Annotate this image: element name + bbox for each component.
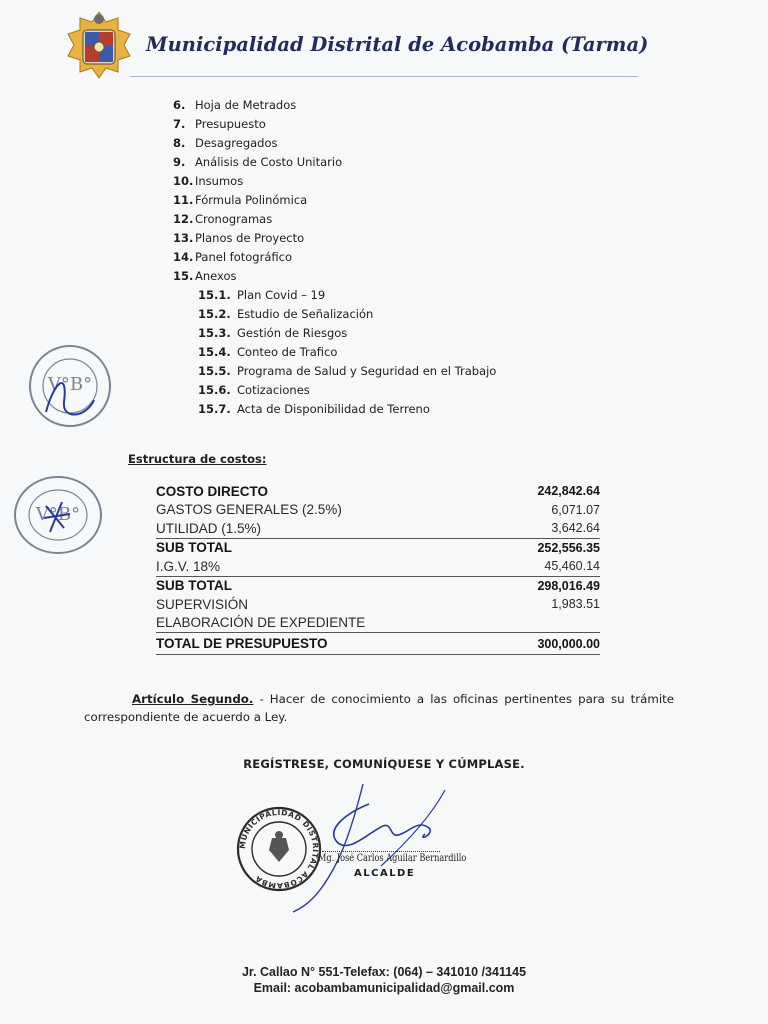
- list-item-text: Panel fotográfico: [195, 250, 292, 264]
- signature-icon: [285, 776, 475, 914]
- sub-list-item: [173, 286, 653, 305]
- list-item-text: Fórmula Polinómica: [195, 193, 308, 207]
- sub-list-item-number: 15.5.: [198, 364, 231, 378]
- cost-label: I.G.V. 18%: [156, 558, 221, 574]
- list-item: [173, 134, 653, 153]
- sub-list-item-number: 15.2.: [198, 307, 231, 321]
- sub-list-item-text: Acta de Disponibilidad de Terreno: [237, 402, 430, 416]
- table-row: [156, 633, 600, 655]
- cost-label: UTILIDAD (1.5%): [156, 520, 262, 536]
- sub-list-item-number: 15.6.: [198, 383, 231, 397]
- seal-text: MUNICIPALIDAD DISTRITAL ACOBAMBA: [237, 807, 321, 891]
- sub-list-item: [173, 362, 653, 381]
- list-item-text: Insumos: [195, 174, 244, 188]
- cost-table: [156, 482, 600, 655]
- list-item: [173, 248, 653, 267]
- cost-amount: 242,842.64: [537, 484, 600, 499]
- sub-list-item-number: 15.7.: [198, 402, 231, 416]
- list-item-text: Anexos: [195, 269, 237, 283]
- list-item-text: Hoja de Metrados: [195, 98, 297, 112]
- list-item-number: 14.: [173, 250, 194, 264]
- table-row: [156, 595, 600, 614]
- article-label: Artículo Segundo.: [132, 692, 254, 706]
- svg-text:V°B°: V°B°: [47, 374, 93, 395]
- closing-statement: REGÍSTRESE, COMUNÍQUESE Y CÚMPLASE.: [243, 757, 525, 771]
- sub-list-item-number: 15.3.: [198, 326, 231, 340]
- sub-list-item-text: Cotizaciones: [237, 383, 310, 397]
- table-row: [156, 538, 600, 557]
- list-item-text: Presupuesto: [195, 117, 266, 131]
- list-item-text: Cronogramas: [195, 212, 273, 226]
- page-footer: [0, 964, 768, 996]
- list-item-number: 13.: [173, 231, 194, 245]
- cost-amount: 300,000.00: [498, 633, 600, 655]
- sub-list-item-number: 15.1.: [198, 288, 231, 302]
- cost-label: SUB TOTAL: [156, 576, 498, 595]
- cost-label: ELABORACIÓN DE EXPEDIENTE: [156, 615, 366, 631]
- cost-amount: [498, 614, 600, 633]
- footer-address: Jr. Callao N° 551-Telefax: (064) – 341010 /341145: [241, 965, 527, 979]
- header-divider: [130, 76, 638, 77]
- list-item-number: 12.: [173, 212, 194, 226]
- table-row: [156, 501, 600, 520]
- cost-amount: 298,016.49: [498, 576, 600, 595]
- table-row: [156, 576, 600, 595]
- cost-label: SUPERVISIÓN: [156, 596, 249, 612]
- signer-name: Mg. José Carlos Aguilar Bernardillo: [318, 853, 467, 864]
- municipal-crest-icon: [62, 8, 136, 82]
- list-item-number: 11.: [173, 193, 194, 207]
- vb-seal-icon: [24, 342, 116, 436]
- sub-list-item: [173, 381, 653, 400]
- table-row: [156, 519, 600, 538]
- list-item: [173, 210, 653, 229]
- list-item: [173, 267, 653, 286]
- article-paragraph: [84, 690, 674, 726]
- sub-list-item-number: 15.4.: [198, 345, 231, 359]
- sub-list-item: [173, 343, 653, 362]
- table-row: [156, 557, 600, 576]
- svg-text:V°B°: V°B°: [35, 504, 81, 525]
- list-item: [173, 172, 653, 191]
- sub-list-item-text: Estudio de Señalización: [237, 307, 374, 321]
- sub-list-item-text: Programa de Salud y Seguridad en el Trabajo: [237, 364, 497, 378]
- sub-list-item-text: Plan Covid – 19: [237, 288, 326, 302]
- header-title: Municipalidad Distrital de Acobamba (Tarma): [146, 33, 649, 56]
- list-item: [173, 229, 653, 248]
- list-item-number: 8.: [173, 136, 186, 150]
- sub-list-item-text: Gestión de Riesgos: [237, 326, 348, 340]
- list-item-text: Análisis de Costo Unitario: [195, 155, 343, 169]
- list-item: [173, 191, 653, 210]
- sub-list-item: [173, 305, 653, 324]
- list-item-text: Planos de Proyecto: [195, 231, 305, 245]
- list-item-number: 9.: [173, 155, 186, 169]
- cost-amount: 252,556.35: [498, 538, 600, 557]
- table-row: [156, 614, 600, 633]
- article-text: - Hacer de conocimiento a las oficinas pertinentes para su trámite correspondiente de acuerdo a Ley.: [84, 692, 674, 724]
- signature-line: [322, 851, 440, 852]
- cost-label: COSTO DIRECTO: [156, 483, 269, 499]
- footer-email: Email: acobambamunicipalidad@gmail.com: [253, 981, 515, 995]
- cost-structure-heading: Estructura de costos:: [128, 452, 267, 466]
- sub-list-item-text: Conteo de Trafico: [237, 345, 338, 359]
- cost-amount: 6,071.07: [551, 502, 600, 517]
- list-item-number: 10.: [173, 174, 194, 188]
- vb-seal-icon: [10, 472, 106, 558]
- list-item-text: Desagregados: [195, 136, 278, 150]
- cost-label: TOTAL DE PRESUPUESTO: [156, 633, 498, 655]
- list-item-number: 7.: [173, 117, 186, 131]
- list-item-number: 15.: [173, 269, 194, 283]
- list-item: [173, 115, 653, 134]
- cost-amount: 3,642.64: [551, 521, 600, 536]
- cost-label: SUB TOTAL: [156, 538, 498, 557]
- sub-list-item: [173, 400, 653, 419]
- document-list: [173, 96, 653, 419]
- sub-list-item: [173, 324, 653, 343]
- signer-role: ALCALDE: [354, 868, 416, 879]
- cost-amount: 45,460.14: [544, 559, 600, 574]
- list-item-number: 6.: [173, 98, 186, 112]
- cost-label: GASTOS GENERALES (2.5%): [156, 502, 342, 518]
- list-item: [173, 153, 653, 172]
- table-row: [156, 482, 600, 501]
- list-item: [173, 96, 653, 115]
- cost-amount: 1,983.51: [551, 597, 600, 612]
